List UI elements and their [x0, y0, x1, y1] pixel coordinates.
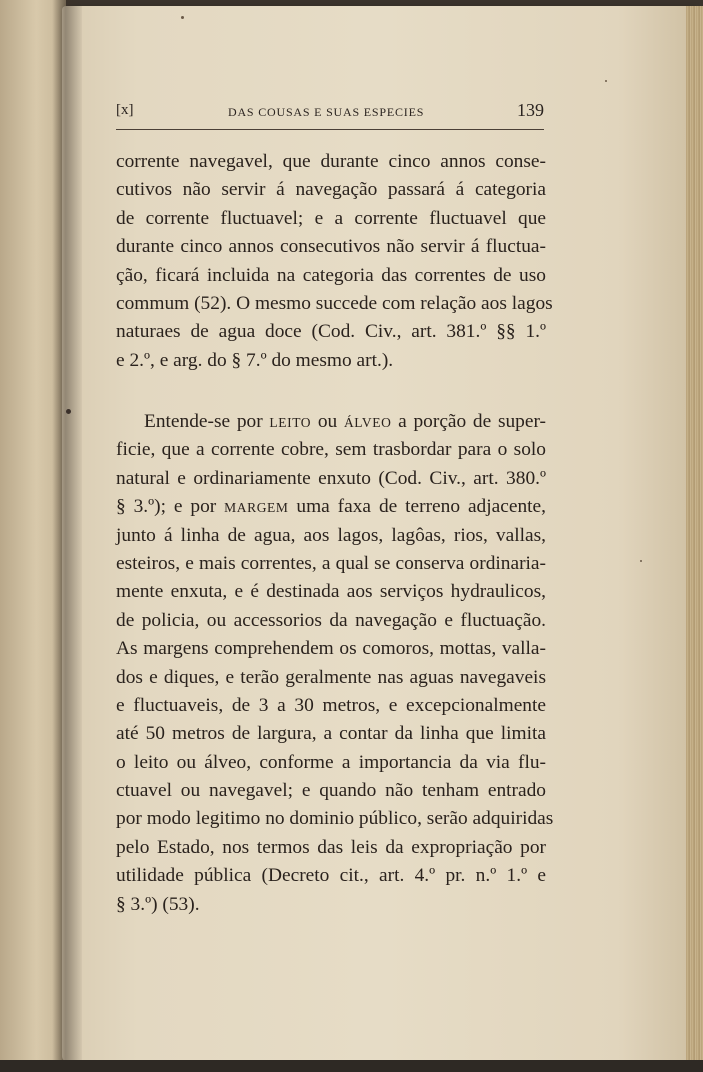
text-line: corrente navegavel, que durante cinco annos conse- — [116, 151, 546, 172]
text-run: ou — [311, 411, 344, 432]
text-line: até 50 metros de largura, a contar da linha que limita — [116, 723, 546, 745]
text-line: de policia, ou accessorios da navegação e fluctuação. — [116, 609, 546, 631]
paper-speck — [181, 16, 184, 19]
text-line: utilidade pública (Decreto cit., art. 4.º pr. n.º 1.º e — [116, 865, 546, 887]
text-run: Entende-se por — [144, 411, 270, 432]
text-line: mente enxuta, e é destinada aos serviços hydraulicos, — [116, 581, 546, 603]
text-line: ctuavel ou navegavel; e quando não tenham entrado — [116, 780, 546, 802]
running-head — [116, 102, 546, 130]
text-line: por modo legitimo no dominio público, serão adquiridas — [116, 808, 554, 830]
text-line: e fluctuaveis, de 3 a 30 metros, e excepcionalmente — [116, 694, 546, 716]
text-line: pelo Estado, nos termos das leis da expropriação por — [116, 836, 546, 858]
section-marker: [x] — [116, 102, 134, 118]
term-alveo: ÁLVEO — [343, 415, 392, 430]
term-margem: MARGEM — [224, 500, 289, 516]
paragraph-2 — [116, 408, 554, 919]
text-run: uma faxa de terreno adjacente, — [288, 496, 546, 518]
text-line: de corrente fluctuavel; e a corrente fluctuavel que — [116, 207, 546, 229]
text-line: o leito ou álveo, conforme a importancia da via flu- — [116, 751, 546, 773]
term-leito: LEITO — [269, 415, 312, 430]
text-line: As margens comprehendem os comoros, mottas, valla- — [116, 638, 546, 660]
paragraph-1 — [116, 148, 553, 375]
text-line: ficie, que a corrente cobre, sem trasbordar para o solo — [116, 439, 546, 461]
running-head-title: DAS COUSAS E SUAS ESPECIES — [228, 105, 425, 119]
paper-speck — [605, 80, 607, 82]
text-line: cutivos não servir á navegação passará á categoria — [116, 179, 546, 201]
text-line: e 2.º, e arg. do § 7.º do mesmo art.). — [116, 349, 394, 371]
page-block-edge — [686, 6, 703, 1068]
text-line: naturaes de agua doce (Cod. Civ., art. 381.º §§ 1.º — [116, 321, 546, 343]
text-line: dos e diques, e terão geralmente nas aguas navegaveis — [116, 666, 546, 688]
text-line: natural e ordinariamente enxuto (Cod. Civ., art. 380.º — [116, 467, 546, 489]
text-run: a porção de super- — [391, 411, 547, 432]
header-rule — [116, 129, 544, 130]
scan-bottom-edge — [0, 1060, 703, 1072]
text-run: § 3.º); e por — [116, 496, 225, 518]
margin-mark — [66, 409, 71, 414]
text-line: esteiros, e mais correntes, a qual se conserva ordinaria- — [116, 552, 546, 574]
paper-speck — [640, 560, 642, 562]
text-line: ção, ficará incluida na categoria das correntes de uso — [116, 264, 546, 286]
text-line — [116, 493, 546, 521]
gutter-shadow — [52, 0, 82, 1072]
text-line: § 3.º) (53). — [116, 893, 200, 915]
page-number: 139 — [517, 100, 544, 120]
text-line: junto á linha de agua, aos lagos, lagôas, rios, vallas, — [116, 524, 546, 546]
text-line: durante cinco annos consecutivos não servir á fluctua- — [116, 236, 546, 258]
text-line — [116, 408, 546, 436]
text-line: commum (52). O mesmo succede com relação aos lagos — [116, 292, 553, 314]
